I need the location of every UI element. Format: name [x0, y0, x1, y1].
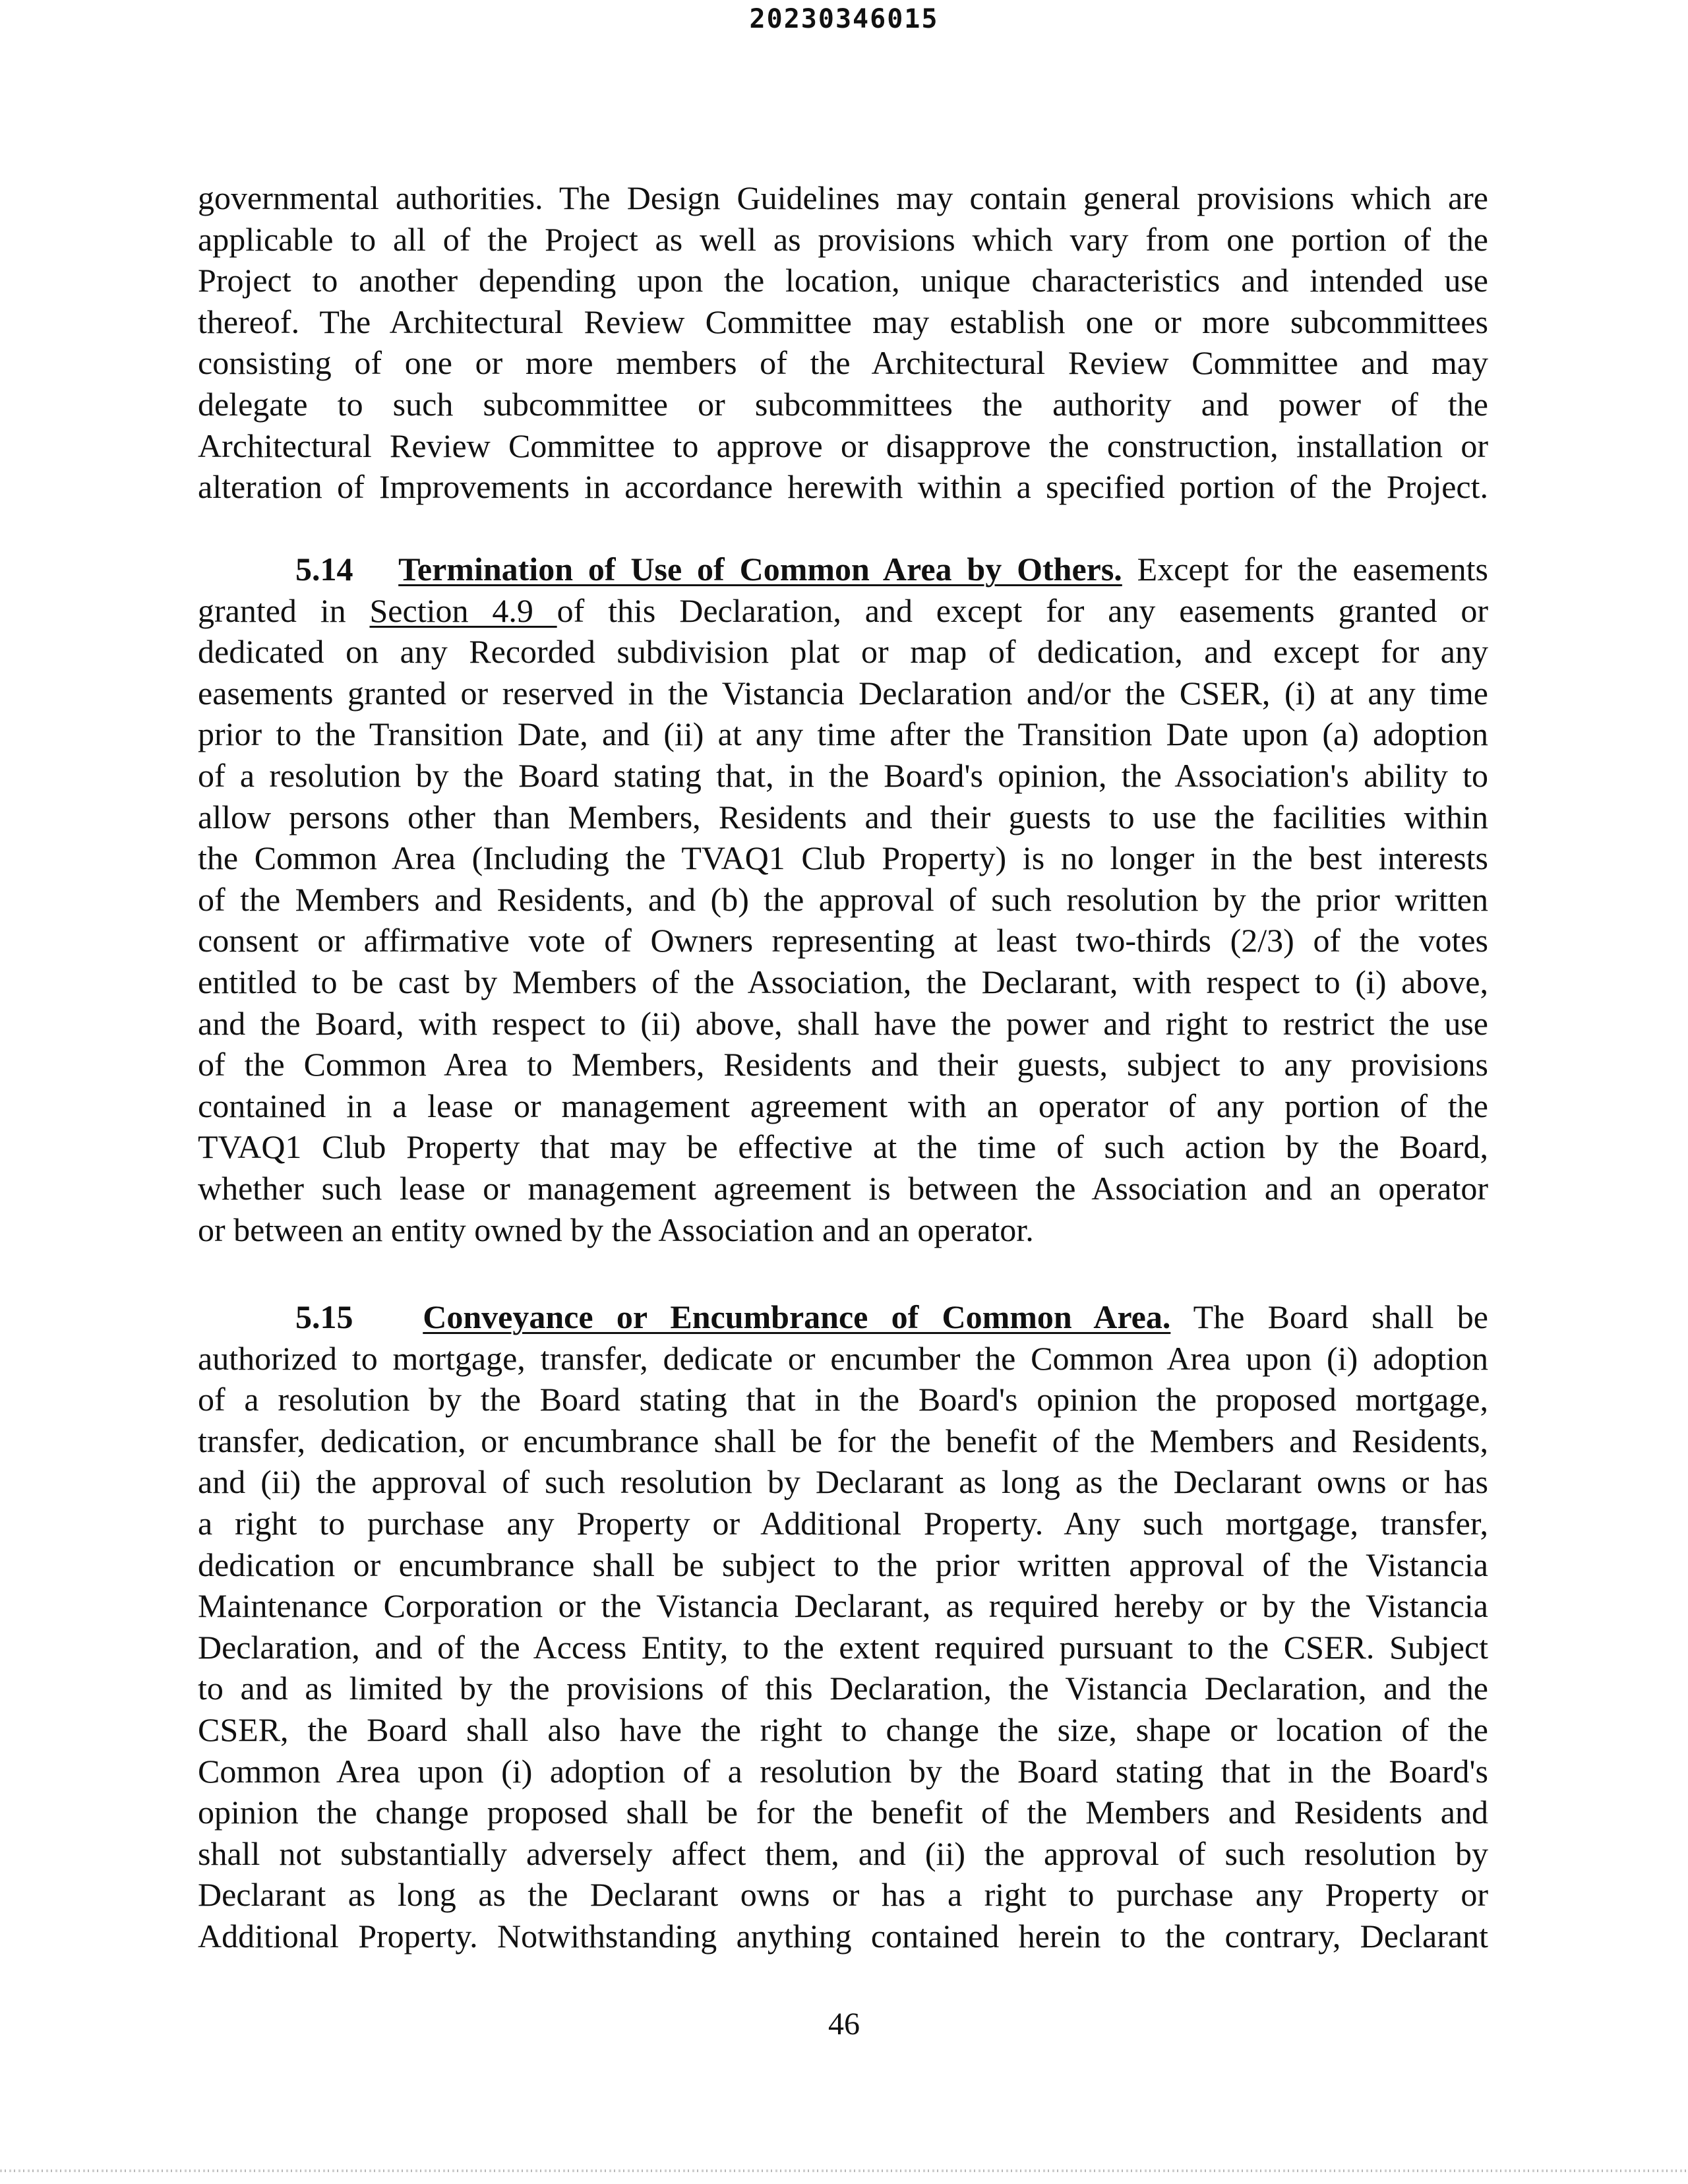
text-line	[198, 1833, 1488, 1875]
section-5-14-termination-of-use	[198, 549, 1488, 1250]
text-segment: contained in a lease or management agreement with an operator of any portion of the	[198, 1087, 1488, 1124]
text-line	[198, 797, 1488, 838]
text-segment: Project to another depending upon the location, unique characteristics and intended use	[198, 262, 1488, 299]
page-number: 46	[828, 2007, 860, 2042]
section-number: 5.15	[295, 1298, 353, 1335]
text-segment: of a resolution by the Board stating that in the Board's opinion the proposed mortgage,	[198, 1381, 1488, 1418]
text-segment: Common Area upon (i) adoption of a resolution by the Board stating that in the Board's	[198, 1752, 1488, 1790]
text-segment: consisting of one or more members of the Architectural Review Committee and may	[198, 344, 1488, 382]
text-segment: granted in	[198, 592, 370, 629]
text-segment: or between an entity owned by the Association and an operator.	[198, 1211, 1034, 1248]
text-line	[198, 1379, 1488, 1420]
text-segment: thereof. The Architectural Review Committee may establish one or more subcommittees	[198, 303, 1488, 340]
text-segment: of a resolution by the Board stating that, in the Board's opinion, the Association's ability to	[198, 756, 1488, 794]
text-line	[198, 466, 1488, 508]
text-segment: prior to the Transition Date, and (ii) at any time after the Transition Date upon (a) adoption	[198, 715, 1488, 753]
text-segment: of the Common Area to Members, Residents and their guests, subject to any provisions	[198, 1046, 1488, 1083]
text-line	[198, 1585, 1488, 1627]
text-line	[198, 1668, 1488, 1709]
text-segment: alteration of Improvements in accordance herewith within a specified portion of the Project.	[198, 468, 1488, 506]
text-line	[198, 301, 1488, 343]
text-line	[198, 1338, 1488, 1380]
text-segment: applicable to all of the Project as well as provisions which vary from one portion of the	[198, 220, 1488, 258]
text-line	[198, 590, 1488, 632]
text-line	[198, 342, 1488, 384]
text-segment: and the Board, with respect to (ii) above, shall have the power and right to restrict the use	[198, 1004, 1488, 1042]
text-segment: Declaration, and of the Access Entity, to the extent required pursuant to the CSER. Subject	[198, 1628, 1488, 1666]
section-heading: Termination of Use of Common Area by Others.	[398, 551, 1122, 588]
text-line	[198, 219, 1488, 260]
text-segment: allow persons other than Members, Residents and their guests to use the facilities within	[198, 798, 1488, 835]
text-line	[198, 1085, 1488, 1127]
text-line	[198, 673, 1488, 714]
text-line	[198, 1461, 1488, 1503]
text-line	[198, 961, 1488, 1003]
text-segment: a right to purchase any Property or Additional Property. Any such mortgage, transfer,	[198, 1504, 1488, 1542]
text-line	[198, 920, 1488, 961]
section-number: 5.14	[295, 551, 353, 588]
section-reference: Section 4.9	[369, 592, 557, 629]
text-segment: Maintenance Corporation or the Vistancia Declarant, as required hereby or by the Vistancia	[198, 1587, 1488, 1625]
text-segment: opinion the change proposed shall be for the benefit of the Members and Residents and	[198, 1794, 1488, 1831]
section-5-15-conveyance-or-encumbrance	[198, 1296, 1488, 1957]
text-segment: governmental authorities. The Design Guidelines may contain general provisions which are	[198, 179, 1488, 216]
text-line	[198, 1627, 1488, 1668]
text-line	[198, 631, 1488, 673]
text-segment: easements granted or reserved in the Vistancia Declaration and/or the CSER, (i) at any time	[198, 674, 1488, 712]
text-line	[198, 1544, 1488, 1586]
text-line	[198, 1003, 1488, 1045]
text-segment: dedicated on any Recorded subdivision plat or map of dedication, and except for any	[198, 633, 1488, 671]
text-segment: to and as limited by the provisions of this Declaration, the Vistancia Declaration, and the	[198, 1670, 1488, 1707]
text-segment: delegate to such subcommittee or subcommittees the authority and power of the	[198, 385, 1488, 423]
text-segment: authorized to mortgage, transfer, dedicate or encumber the Common Area upon (i) adoption	[198, 1339, 1488, 1377]
text-line	[198, 425, 1488, 467]
text-segment	[353, 551, 399, 588]
text-segment: dedication or encumbrance shall be subject to the prior written approval of the Vistancia	[198, 1546, 1488, 1583]
text-line	[198, 1751, 1488, 1792]
text-line	[198, 755, 1488, 797]
text-segment: whether such lease or management agreement is between the Association and an operator	[198, 1169, 1488, 1207]
text-segment: the Common Area (Including the TVAQ1 Club Property) is no longer in the best interests	[198, 839, 1488, 877]
text-line	[198, 1792, 1488, 1833]
text-segment: transfer, dedication, or encumbrance shall be for the benefit of the Members and Residents,	[198, 1422, 1488, 1459]
text-line	[198, 384, 1488, 425]
text-line	[198, 1916, 1488, 1957]
text-line	[198, 1420, 1488, 1462]
text-line	[198, 260, 1488, 301]
text-segment: Except for the easements	[1122, 551, 1489, 588]
text-line	[198, 837, 1488, 879]
text-segment: consent or affirmative vote of Owners representing at least two-thirds (2/3) of the votes	[198, 922, 1488, 959]
text-segment: shall not substantially adversely affect them, and (ii) the approval of such resolution by	[198, 1835, 1488, 1872]
text-segment: and (ii) the approval of such resolution by Declarant as long as the Declarant owns or has	[198, 1463, 1488, 1501]
text-segment: of the Members and Residents, and (b) the approval of such resolution by the prior written	[198, 880, 1488, 918]
text-line	[198, 1709, 1488, 1751]
section-heading: Conveyance or Encumbrance of Common Area.	[423, 1298, 1171, 1335]
text-segment: of this Declaration, and except for any easements granted or	[557, 592, 1488, 629]
text-line	[198, 1168, 1488, 1209]
text-line	[198, 1044, 1488, 1085]
text-segment: Additional Property. Notwithstanding anything contained herein to the contrary, Declarant	[198, 1917, 1488, 1955]
text-segment: Declarant as long as the Declarant owns or has a right to purchase any Property or	[198, 1876, 1488, 1914]
text-segment: TVAQ1 Club Property that may be effective at the time of such action by the Board,	[198, 1128, 1488, 1166]
text-segment: entitled to be cast by Members of the Association, the Declarant, with respect to (i) above,	[198, 963, 1488, 1000]
text-segment: Architectural Review Committee to approve or disapprove the construction, installation or	[198, 427, 1488, 464]
text-line	[198, 1126, 1488, 1168]
text-segment: The Board shall be	[1170, 1298, 1488, 1335]
scan-edge-noise	[0, 2169, 1688, 2172]
text-line	[198, 549, 1488, 590]
text-line	[198, 713, 1488, 755]
text-segment: CSER, the Board shall also have the right to change the size, shape or location of the	[198, 1711, 1488, 1748]
paragraph-design-guidelines	[198, 177, 1488, 508]
text-segment	[353, 1298, 423, 1335]
text-line	[198, 1874, 1488, 1916]
text-line	[198, 177, 1488, 219]
text-line	[198, 1209, 1488, 1251]
document-number: 20230346015	[749, 4, 939, 34]
text-line	[198, 1296, 1488, 1338]
text-line	[198, 1503, 1488, 1544]
text-line	[198, 879, 1488, 921]
